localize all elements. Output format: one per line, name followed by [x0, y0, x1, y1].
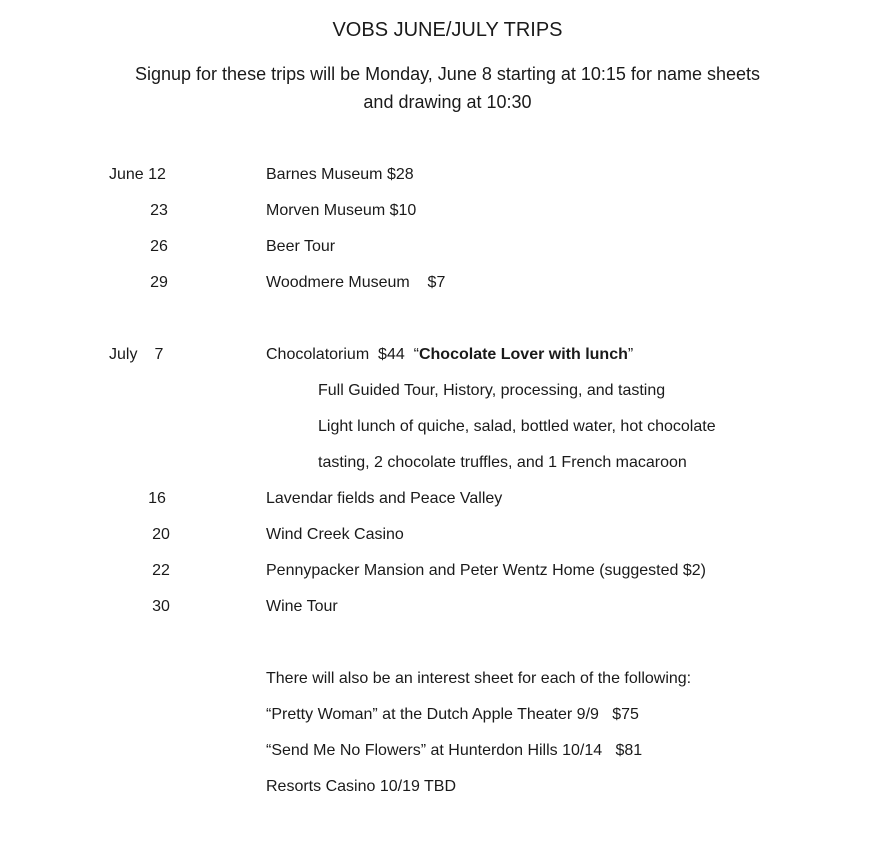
signup-line-1: Signup for these trips will be Monday, June 8 starting at 10:15 for name sheets: [134, 64, 761, 84]
trip-day: 7: [154, 346, 164, 363]
trip-day: 26: [150, 238, 168, 255]
trip-detail: Full Guided Tour, History, processing, and tasting: [318, 382, 666, 399]
june-month-label: June 12: [109, 166, 166, 183]
trip-name: Chocolatorium $44: [266, 346, 414, 363]
signup-info: [0, 60, 886, 116]
trip-name: Beer Tour: [266, 238, 336, 255]
trip-name: Wine Tour: [266, 598, 338, 615]
trip-name: Morven Museum $10: [266, 202, 417, 219]
page-title: VOBS JUNE/JULY TRIPS: [332, 19, 563, 41]
trip-day: 29: [150, 274, 168, 291]
trip-name: Pennypacker Mansion and Peter Wentz Home (suggested $2): [266, 562, 706, 579]
trip-day: 30: [152, 598, 170, 615]
quote-close: ”: [627, 346, 634, 363]
quote-open: “: [413, 346, 419, 363]
trip-day: 22: [152, 562, 170, 579]
interest-item: “Send Me No Flowers” at Hunterdon Hills 10/14 $81: [266, 742, 643, 759]
interest-intro: There will also be an interest sheet for each of the following:: [266, 670, 692, 687]
trip-name: Wind Creek Casino: [266, 526, 404, 543]
trip-detail: tasting, 2 chocolate truffles, and 1 French macaroon: [318, 454, 687, 471]
signup-line-2: and drawing at 10:30: [363, 92, 532, 112]
trip-detail: Light lunch of quiche, salad, bottled water, hot chocolate: [318, 418, 716, 435]
trip-name: Woodmere Museum $7: [266, 274, 446, 291]
trip-name: Lavendar fields and Peace Valley: [266, 490, 503, 507]
interest-item: “Pretty Woman” at the Dutch Apple Theater 9/9 $75: [266, 706, 639, 723]
package-name: Chocolate Lover with lunch: [418, 346, 628, 363]
trip-day: 20: [152, 526, 170, 543]
trip-day: 16: [148, 490, 166, 507]
chocolatorium-trip: [266, 345, 633, 365]
trip-name: Barnes Museum $28: [266, 166, 414, 183]
interest-item: Resorts Casino 10/19 TBD: [266, 778, 457, 795]
july-month-label: July: [109, 346, 138, 363]
trip-day: 23: [150, 202, 168, 219]
